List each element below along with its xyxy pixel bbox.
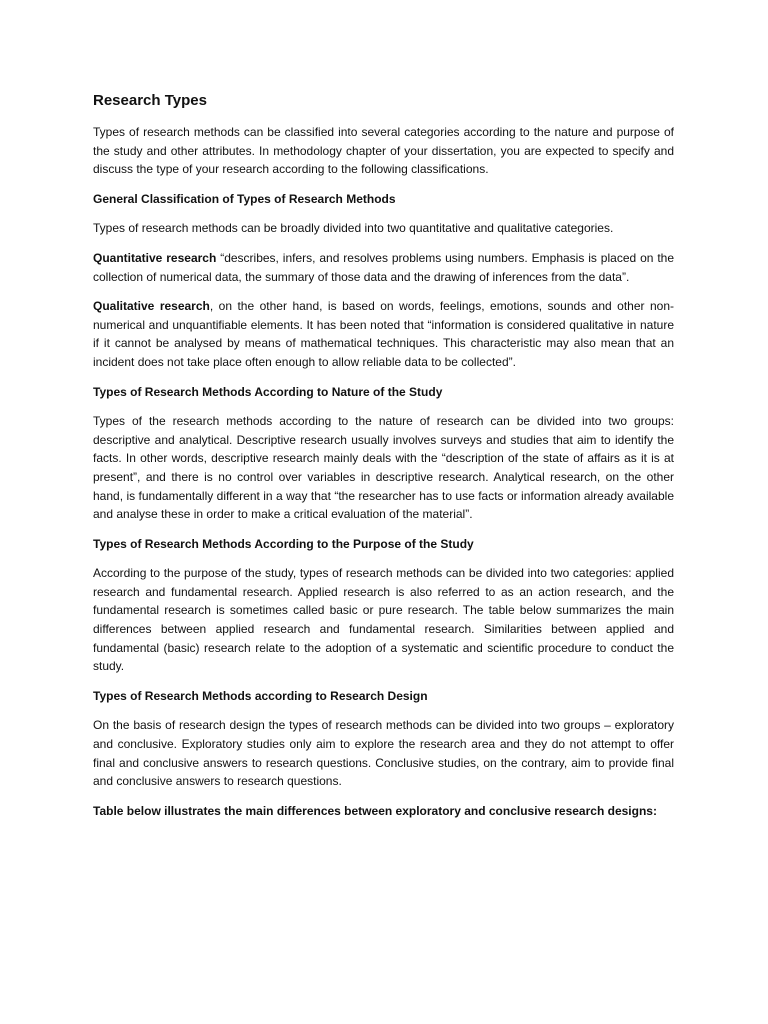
purpose-of-study-paragraph: According to the purpose of the study, types of research methods can be divided into two categories: applied research and fundamental research. Applied research is also referred to as an action research, and the fundamental research is sometimes called basic or pure research. The table below summarizes the main differences between applied research and fundamental research. Similarities between applied and fundamental (basic) research relate to the adoption of a systematic and scientific procedure to conduct the study. (93, 566, 674, 674)
research-design-paragraph: On the basis of research design the types of research methods can be divided into two groups – exploratory and conclusive. Exploratory studies only aim to explore the research area and they do not attempt to offer final and conclusive answers to research questions. Conclusive studies, on the contrary, aim to provide final and conclusive answers to research questions. (93, 718, 674, 789)
qualitative-paragraph (93, 297, 674, 371)
quantitative-text: “describes, infers, and resolves problems using numbers. Emphasis is placed on the collection of numerical data, the summary of those data and the drawing of inferences from the data”. (93, 250, 675, 284)
heading-research-design: Types of Research Methods according to Research Design (93, 688, 428, 703)
page-title: Research Types (93, 92, 207, 109)
intro-paragraph: Types of research methods can be classified into several categories according to the nature and purpose of the study and other attributes. In methodology chapter of your dissertation, you are expected to specify and discuss the type of your research according to the following classifications. (93, 125, 674, 177)
closing-line: Table below illustrates the main differences between exploratory and conclusive research designs: (93, 803, 657, 818)
heading-nature-of-study: Types of Research Methods According to Nature of the Study (93, 384, 443, 399)
nature-of-study-paragraph: Types of the research methods according to the nature of research can be divided into two groups: descriptive and analytical. Descriptive research usually involves surveys and studies that aim to identify the facts. In other words, descriptive research mainly deals with the “description of the state of affairs as it is at present”, and there is no control over variables in descriptive research. Analytical research, on the other hand, is fundamentally different in a way that “the researcher has to use facts or information already available and analyse these in order to make a critical evaluation of the material”. (93, 414, 674, 522)
document-body (93, 84, 674, 820)
heading-purpose-of-study: Types of Research Methods According to the Purpose of the Study (93, 536, 474, 551)
general-classification-paragraph: Types of research methods can be broadly divided into two quantitative and qualitative categories. (93, 221, 614, 236)
qualitative-term: Qualitative research (93, 299, 210, 314)
quantitative-paragraph (93, 249, 674, 286)
quantitative-term: Quantitative research (93, 250, 217, 265)
qualitative-text: , on the other hand, is based on words, feelings, emotions, sounds and other non-numerical and unquantifiable elements. It has been noted that “information is considered qualitative in nature if it cannot be analysed by means of mathematical techniques. This characteristic may also mean that an incident does not take place often enough to allow reliable data to be collected”. (93, 299, 674, 369)
heading-general-classification: General Classification of Types of Research Methods (93, 191, 396, 206)
